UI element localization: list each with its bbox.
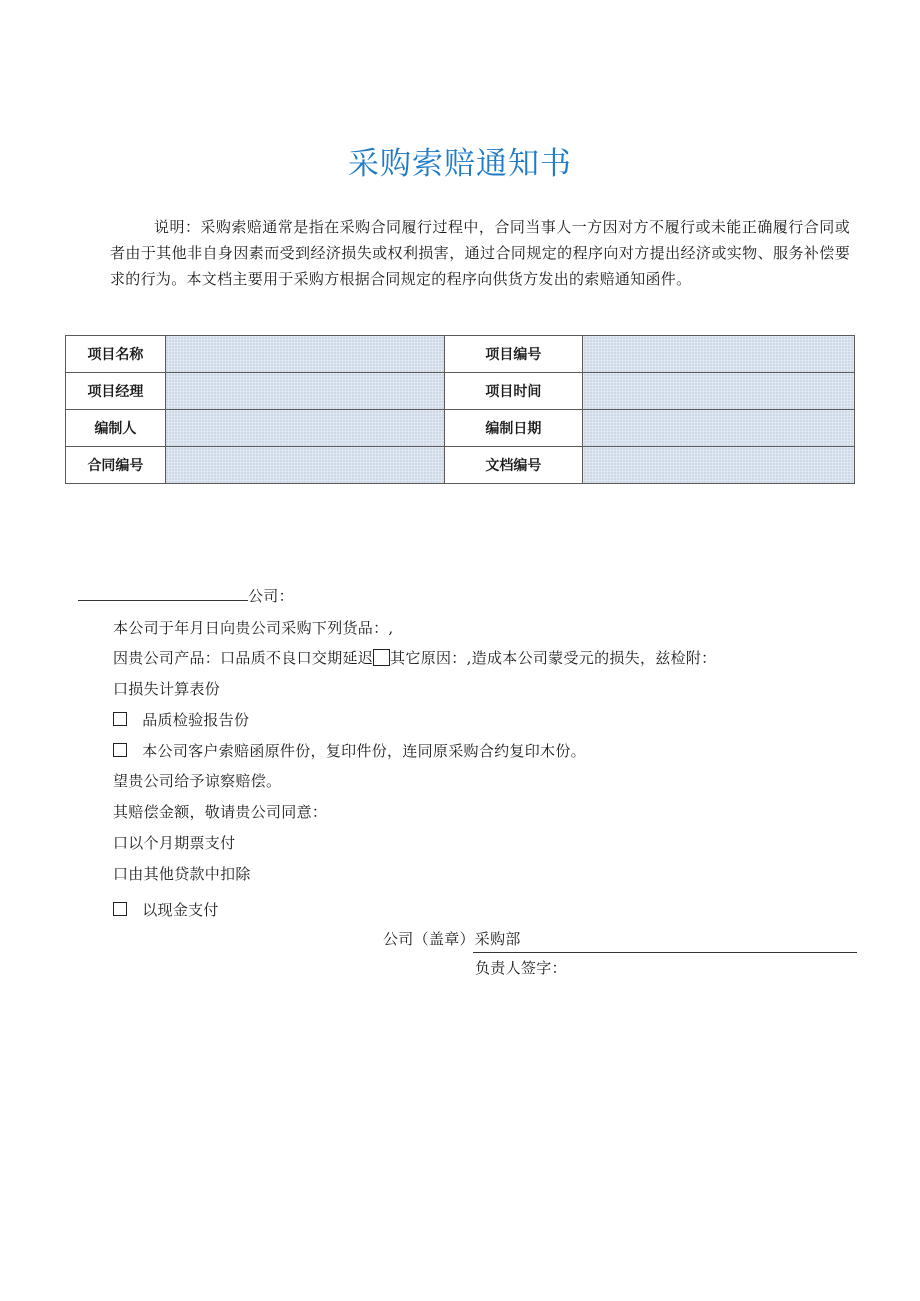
label-contract-number: 合同编号 — [66, 447, 166, 484]
project-info-table — [65, 335, 855, 484]
quality-report-label: 品质检验报告份 — [142, 711, 250, 729]
table-row — [66, 336, 855, 373]
reason-text-post: 其它原因：,造成本公司蒙受元的损失，兹检附： — [390, 649, 717, 667]
prepared-by-field[interactable] — [165, 410, 444, 447]
cash-payment-option — [113, 899, 219, 920]
cash-payment-label: 以现金支付 — [142, 901, 219, 919]
project-time-field[interactable] — [583, 373, 855, 410]
promissory-note-option: 口以个月期票支付 — [113, 834, 236, 852]
table-row — [66, 373, 855, 410]
table-row — [66, 447, 855, 484]
label-project-time: 项目时间 — [444, 373, 583, 410]
letter-line-purchase: 本公司于年月日向贵公司采购下列货品：, — [113, 619, 394, 637]
document-number-field[interactable] — [583, 447, 855, 484]
customer-claim-checkbox[interactable] — [113, 743, 127, 757]
addressee-line — [78, 585, 294, 606]
addressee-suffix: 公司： — [248, 587, 294, 605]
other-reason-checkbox[interactable] — [373, 649, 390, 666]
cash-payment-checkbox[interactable] — [113, 902, 127, 916]
customer-claim-option — [113, 740, 586, 761]
label-project-manager: 项目经理 — [66, 373, 166, 410]
quality-report-checkbox[interactable] — [113, 712, 127, 726]
project-manager-field[interactable] — [165, 373, 444, 410]
label-document-number: 文档编号 — [444, 447, 583, 484]
signature-line[interactable] — [473, 952, 857, 953]
compensation-amount-line: 其赔偿金额，敬请贵公司同意： — [113, 803, 328, 821]
label-prepared-by: 编制人 — [66, 410, 166, 447]
loss-calc-option: 口损失计算表份 — [113, 680, 221, 698]
prepared-date-field[interactable] — [583, 410, 855, 447]
addressee-blank[interactable] — [78, 586, 248, 601]
label-project-number: 项目编号 — [444, 336, 583, 373]
label-prepared-date: 编制日期 — [444, 410, 583, 447]
quality-report-option — [113, 709, 249, 730]
project-name-field[interactable] — [165, 336, 444, 373]
intro-paragraph: 说明：采购索赔通常是指在采购合同履行过程中，合同当事人一方因对方不履行或未能正确履行合同或者由于其他非自身因素而受到经济损失或权利损害，通过合同规定的程序向对方提出经济或实物、服务补偿要求的行为。本文档主要用于采购方根据合同规定的程序向供货方发出的索赔通知函件。 — [110, 218, 850, 288]
label-project-name: 项目名称 — [66, 336, 166, 373]
company-stamp-label: 公司（盖章）采购部 — [383, 930, 521, 948]
deduct-payment-option: 口由其他贷款中扣除 — [113, 865, 251, 883]
compensation-request: 望贵公司给予谅察赔偿。 — [113, 772, 282, 790]
project-number-field[interactable] — [583, 336, 855, 373]
signature-label: 负责人签字： — [475, 959, 567, 977]
customer-claim-label: 本公司客户索赔函原件份，复印件份，连同原采购合约复印木份。 — [142, 742, 586, 760]
table-row — [66, 410, 855, 447]
page-title: 采购索赔通知书 — [348, 146, 572, 182]
letter-line-reason — [113, 647, 716, 668]
contract-number-field[interactable] — [165, 447, 444, 484]
reason-text-pre: 因贵公司产品：口品质不良口交期延迟 — [113, 649, 374, 667]
